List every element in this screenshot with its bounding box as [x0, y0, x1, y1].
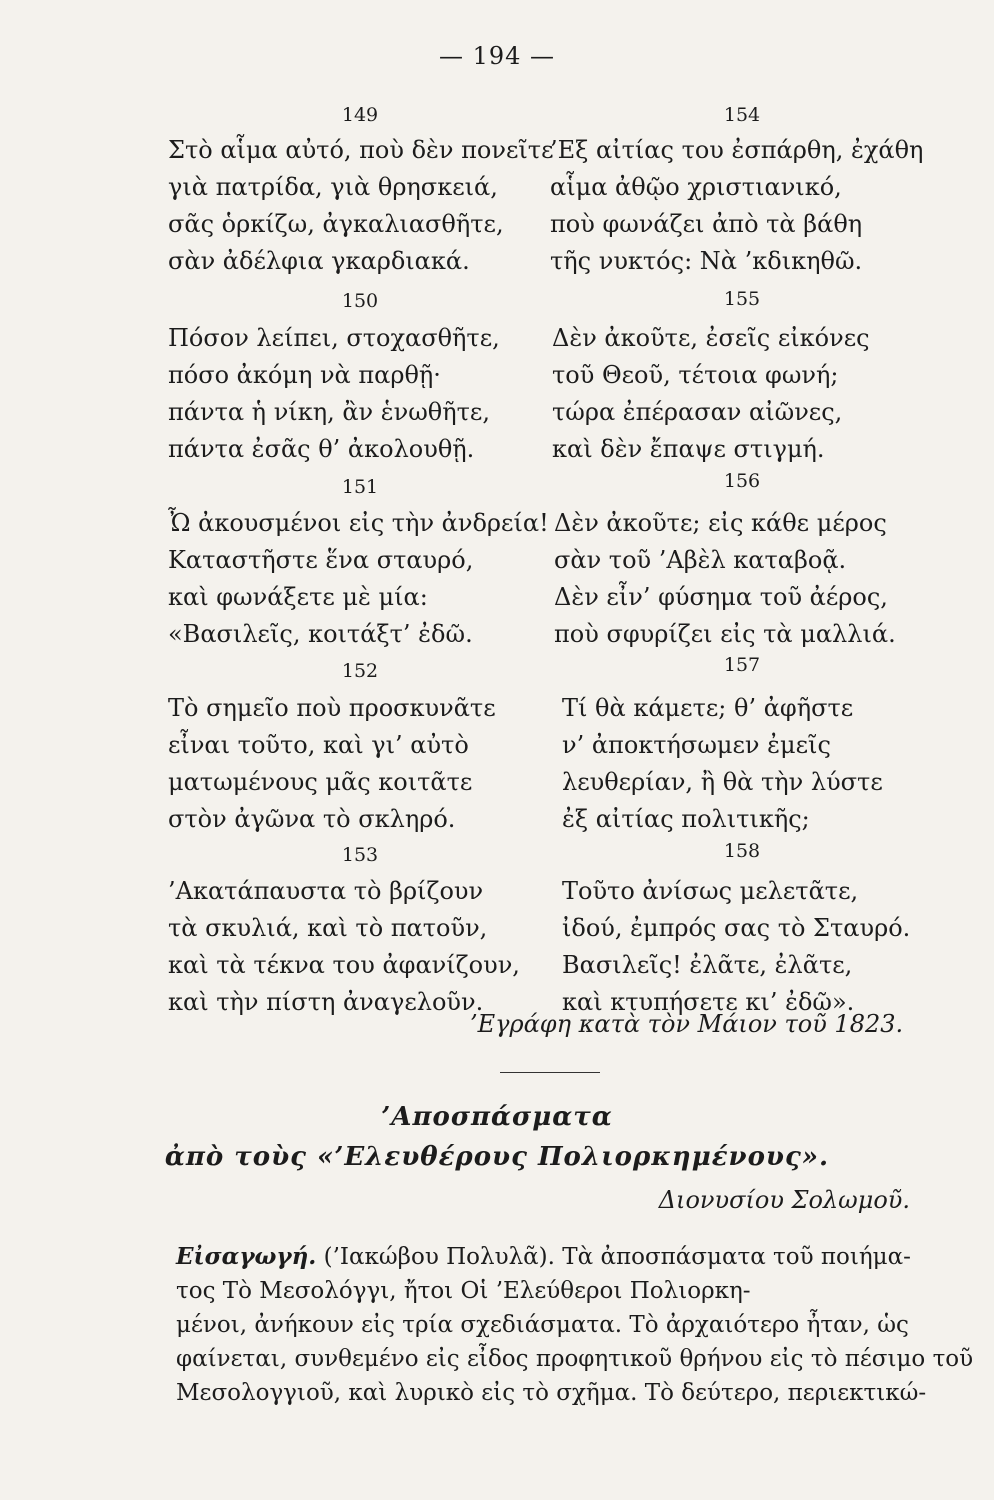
verse-line: πάντα ἐσᾶς θ’ ἀκολουθῇ. — [168, 435, 475, 463]
prose-line: Μεσολογγιοῦ, καὶ λυρικὸ εἰς τὸ σχῆμα. Τὸ δεύτερο, περιεκτικώ- — [176, 1380, 927, 1406]
verse-line: ματωμένους μᾶς κοιτᾶτε — [168, 768, 473, 796]
stanza-number-158: 158 — [723, 840, 761, 862]
stanza-158 — [562, 873, 962, 1021]
verse-line: Τοῦτο ἀνίσως μελετᾶτε, — [562, 877, 859, 905]
verse-line: καὶ φωνάξετε μὲ μία: — [168, 583, 428, 611]
verse-line: σᾶς ὁρκίζω, ἀγκαλιασθῆτε, — [168, 210, 504, 238]
verse-line: Δὲν ἀκοῦτε, ἐσεῖς εἰκόνες — [552, 324, 870, 352]
verse-line: σὰν τοῦ ’Αβὲλ καταβοᾷ. — [554, 546, 847, 574]
date-line: ’Εγράφη κατὰ τὸν Μάιον τοῦ 1823. — [470, 1010, 904, 1038]
verse-line: εἶναι τοῦτο, καὶ γι’ αὐτὸ — [168, 731, 469, 759]
verse-line: τῆς νυκτός: Νὰ ’κδικηθῶ. — [550, 247, 863, 275]
verse-line: Βασιλεῖς! ἐλᾶτε, ἐλᾶτε, — [562, 951, 853, 979]
verse-line: αἷμα ἀθῷο χριστιανικό, — [550, 173, 842, 201]
verse-line: «Βασιλεῖς, κοιτάξτ’ ἐδῶ. — [168, 620, 473, 648]
stanza-151 — [168, 505, 568, 653]
prose-line: φαίνεται, συνθεμένο εἰς εἶδος προφητικοῦ θρήνου εἰς τὸ πέσιμο τοῦ — [176, 1346, 974, 1372]
stanza-156 — [554, 505, 954, 653]
verse-line: ποὺ σφυρίζει εἰς τὰ μαλλιά. — [554, 620, 896, 648]
section-divider — [500, 1072, 600, 1073]
verse-line: Καταστῆστε ἕνα σταυρό, — [168, 546, 474, 574]
section-heading: ’Αποσπάσματα — [381, 1102, 613, 1132]
stanza-number-153: 153 — [341, 844, 379, 866]
page-number: — 194 — — [438, 42, 556, 70]
stanza-152 — [168, 690, 568, 838]
stanza-157 — [562, 690, 962, 838]
verse-line: τοῦ Θεοῦ, τέτοια φωνή; — [552, 361, 839, 389]
stanza-number-149: 149 — [341, 104, 379, 126]
verse-line: καὶ τὰ τέκνα του ἀφανίζουν, — [168, 951, 520, 979]
verse-line: τώρα ἐπέρασαν αἰῶνες, — [552, 398, 843, 426]
verse-line: ’Ακατάπαυστα τὸ βρίζουν — [168, 877, 484, 905]
verse-line: σὰν ἀδέλφια γκαρδιακά. — [168, 247, 470, 275]
verse-line: καὶ δὲν ἔπαψε στιγμή. — [552, 435, 825, 463]
stanza-number-150: 150 — [341, 290, 379, 312]
verse-line: πόσο ἀκόμη νὰ παρθῇ· — [168, 361, 441, 389]
stanza-153 — [168, 873, 568, 1021]
verse-line: ποὺ φωνάζει ἀπὸ τὰ βάθη — [550, 210, 863, 238]
stanza-number-157: 157 — [723, 654, 761, 676]
verse-line: ἰδού, ἐμπρός σας τὸ Σταυρό. — [562, 914, 911, 942]
stanza-149 — [168, 132, 568, 280]
verse-line: ’Εξ αἰτίας του ἐσπάρθη, ἐχάθη — [550, 136, 924, 164]
verse-line: ν’ ἀποκτήσωμεν ἐμεῖς — [562, 731, 831, 759]
verse-line: γιὰ πατρίδα, γιὰ θρησκειά, — [168, 173, 498, 201]
verse-line: Δὲν εἶν’ φύσημα τοῦ ἀέρος, — [554, 583, 888, 611]
verse-line: Ὦ ἀκουσμένοι εἰς τὴν ἀνδρεία! — [168, 509, 549, 537]
prose-line: Εἰσαγωγή. (’Ιακώβου Πολυλᾶ). Τὰ ἀποσπάσματα τοῦ ποιήμα- — [176, 1243, 911, 1270]
verse-line: Στὸ αἷμα αὐτό, ποὺ δὲν πονεῖτε — [168, 136, 554, 164]
verse-line: καὶ τὴν πίστη ἀναγελοῦν. — [168, 988, 484, 1016]
verse-line: ἐξ αἰτίας πολιτικῆς; — [562, 805, 810, 833]
introduction-paragraph — [176, 1240, 974, 1410]
verse-line: Τὸ σημεῖο ποὺ προσκυνᾶτε — [168, 694, 496, 722]
stanza-number-156: 156 — [723, 470, 761, 492]
stanza-number-151: 151 — [341, 476, 379, 498]
stanza-number-152: 152 — [341, 660, 379, 682]
stanza-number-154: 154 — [723, 104, 761, 126]
prose-line: μένοι, ἀνήκουν εἰς τρία σχεδιάσματα. Τὸ ἀρχαιότερο ἦταν, ὡς — [176, 1312, 909, 1338]
intro-label: Εἰσαγωγή. — [176, 1243, 317, 1270]
verse-line: καὶ κτυπήσετε κι’ ἐδῶ». — [562, 988, 855, 1016]
verse-line: πάντα ἡ νίκη, ἂν ἑνωθῆτε, — [168, 398, 490, 426]
verse-line: Τί θὰ κάμετε; θ’ ἀφῆστε — [562, 694, 854, 722]
stanza-154 — [550, 132, 950, 280]
verse-line: στὸν ἀγῶνα τὸ σκληρό. — [168, 805, 456, 833]
verse-line: Πόσον λείπει, στοχασθῆτε, — [168, 324, 500, 352]
stanza-number-155: 155 — [723, 288, 761, 310]
verse-line: τὰ σκυλιά, καὶ τὸ πατοῦν, — [168, 914, 488, 942]
author-name: Διονυσίου Σολωμοῦ. — [658, 1186, 910, 1214]
prose-line: τος Τὸ Μεσολόγγι, ἤτοι Οἱ ’Ελεύθεροι Πολιορκη- — [176, 1278, 751, 1304]
verse-line: λευθερίαν, ἢ θὰ τὴν λύστε — [562, 768, 883, 796]
stanza-155 — [552, 320, 952, 468]
verse-line: Δὲν ἀκοῦτε; εἰς κάθε μέρος — [554, 509, 887, 537]
section-subheading: ἀπὸ τοὺς «’Ελευθέρους Πολιορκημένους». — [164, 1142, 830, 1172]
stanza-150 — [168, 320, 568, 468]
